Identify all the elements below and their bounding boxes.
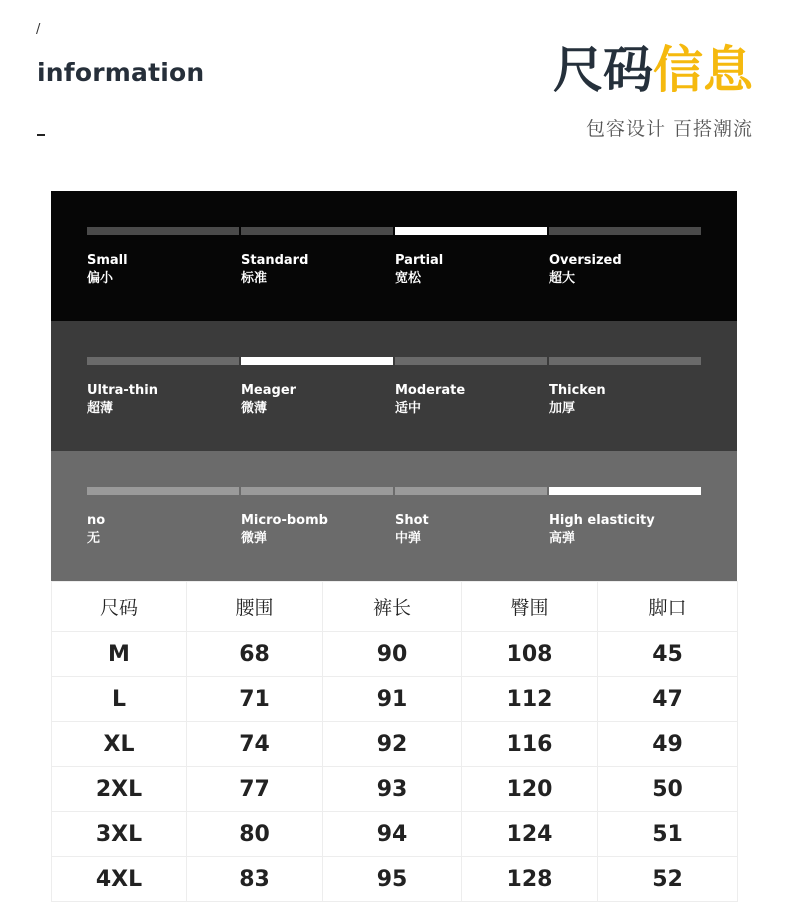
table-cell: 2XL xyxy=(52,767,187,812)
table-cell: 112 xyxy=(462,677,598,722)
elasticity-option-shot xyxy=(395,512,429,548)
table-row xyxy=(52,812,738,857)
table-cell: 90 xyxy=(323,632,462,677)
table-header-row xyxy=(52,582,738,632)
thickness-seg-thicken xyxy=(549,357,701,365)
fit-seg-oversized xyxy=(549,227,701,235)
thickness-option-meager xyxy=(241,382,296,418)
option-zh: 标准 xyxy=(241,271,268,286)
table-cell: 80 xyxy=(187,812,323,857)
elasticity-option-high xyxy=(549,512,655,548)
option-en: Meager xyxy=(241,383,297,398)
table-cell: 47 xyxy=(598,677,738,722)
table-cell: 95 xyxy=(323,857,462,902)
table-cell: 92 xyxy=(323,722,462,767)
slash-mark: / xyxy=(36,22,41,37)
thickness-option-moderate xyxy=(395,382,465,418)
thickness-seg-meager xyxy=(241,357,393,365)
table-cell: 93 xyxy=(323,767,462,812)
table-cell: 4XL xyxy=(52,857,187,902)
table-row xyxy=(52,722,738,767)
table-cell: 3XL xyxy=(52,812,187,857)
fit-option-partial xyxy=(395,252,443,288)
option-zh: 微薄 xyxy=(241,401,268,416)
table-cell: 52 xyxy=(598,857,738,902)
table-cell: 116 xyxy=(462,722,598,767)
table-cell: 108 xyxy=(462,632,598,677)
table-cell: 50 xyxy=(598,767,738,812)
option-en: Partial xyxy=(395,253,444,268)
fit-panel xyxy=(51,191,737,321)
table-cell: 74 xyxy=(187,722,323,767)
option-en: High elasticity xyxy=(549,513,655,528)
table-cell: 49 xyxy=(598,722,738,767)
title-dark-part: 尺码 xyxy=(553,41,653,99)
table-cell: 124 xyxy=(462,812,598,857)
table-cell: 77 xyxy=(187,767,323,812)
dash-divider xyxy=(37,134,45,136)
thickness-panel xyxy=(51,321,737,451)
elasticity-seg-no xyxy=(87,487,239,495)
table-cell: 71 xyxy=(187,677,323,722)
option-en: Moderate xyxy=(395,383,466,398)
table-cell: 45 xyxy=(598,632,738,677)
fit-seg-small xyxy=(87,227,239,235)
table-cell: L xyxy=(52,677,187,722)
fit-seg-partial xyxy=(395,227,547,235)
title-accent-part: 信息 xyxy=(653,41,753,99)
size-table xyxy=(51,581,738,902)
elasticity-seg-micro-bomb xyxy=(241,487,393,495)
elasticity-seg-shot xyxy=(395,487,547,495)
header-length: 裤长 xyxy=(323,582,462,632)
table-row xyxy=(52,767,738,812)
fit-seg-standard xyxy=(241,227,393,235)
table-cell: 94 xyxy=(323,812,462,857)
option-zh: 中弹 xyxy=(395,531,422,546)
option-en: Thicken xyxy=(549,383,606,398)
thickness-option-ultra-thin xyxy=(87,382,158,418)
table-cell: 83 xyxy=(187,857,323,902)
option-en: Micro-bomb xyxy=(241,513,328,528)
thickness-seg-moderate xyxy=(395,357,547,365)
thickness-option-thicken xyxy=(549,382,606,418)
option-zh: 偏小 xyxy=(87,271,114,286)
option-zh: 高弹 xyxy=(549,531,576,546)
option-en: Oversized xyxy=(549,253,622,268)
fit-option-small xyxy=(87,252,128,288)
fit-option-standard xyxy=(241,252,308,288)
option-zh: 适中 xyxy=(395,401,422,416)
option-zh: 微弹 xyxy=(241,531,268,546)
elasticity-panel xyxy=(51,451,737,581)
header-hip: 臀围 xyxy=(462,582,598,632)
elasticity-seg-high xyxy=(549,487,701,495)
table-cell: 120 xyxy=(462,767,598,812)
table-cell: 51 xyxy=(598,812,738,857)
table-cell: 91 xyxy=(323,677,462,722)
elasticity-option-micro-bomb xyxy=(241,512,328,548)
option-zh: 超大 xyxy=(549,271,576,286)
header-size: 尺码 xyxy=(52,582,187,632)
option-zh: 超薄 xyxy=(87,401,114,416)
fit-option-oversized xyxy=(549,252,622,288)
option-zh: 宽松 xyxy=(395,271,422,286)
option-en: no xyxy=(87,513,106,528)
section-label: information xyxy=(37,58,205,87)
header-leg-opening: 脚口 xyxy=(598,582,738,632)
option-zh: 加厚 xyxy=(549,401,576,416)
option-en: Small xyxy=(87,253,128,268)
table-row xyxy=(52,632,738,677)
table-cell: 68 xyxy=(187,632,323,677)
page-title xyxy=(553,40,753,100)
table-row xyxy=(52,857,738,902)
table-cell: 128 xyxy=(462,857,598,902)
table-cell: M xyxy=(52,632,187,677)
option-en: Ultra-thin xyxy=(87,383,158,398)
table-row xyxy=(52,677,738,722)
option-zh: 无 xyxy=(87,531,101,546)
option-en: Standard xyxy=(241,253,309,268)
thickness-seg-ultra-thin xyxy=(87,357,239,365)
table-cell: XL xyxy=(52,722,187,767)
option-en: Shot xyxy=(395,513,429,528)
header-waist: 腰围 xyxy=(187,582,323,632)
page-subtitle: 包容设计 百搭潮流 xyxy=(585,118,753,140)
elasticity-option-no xyxy=(87,512,105,548)
